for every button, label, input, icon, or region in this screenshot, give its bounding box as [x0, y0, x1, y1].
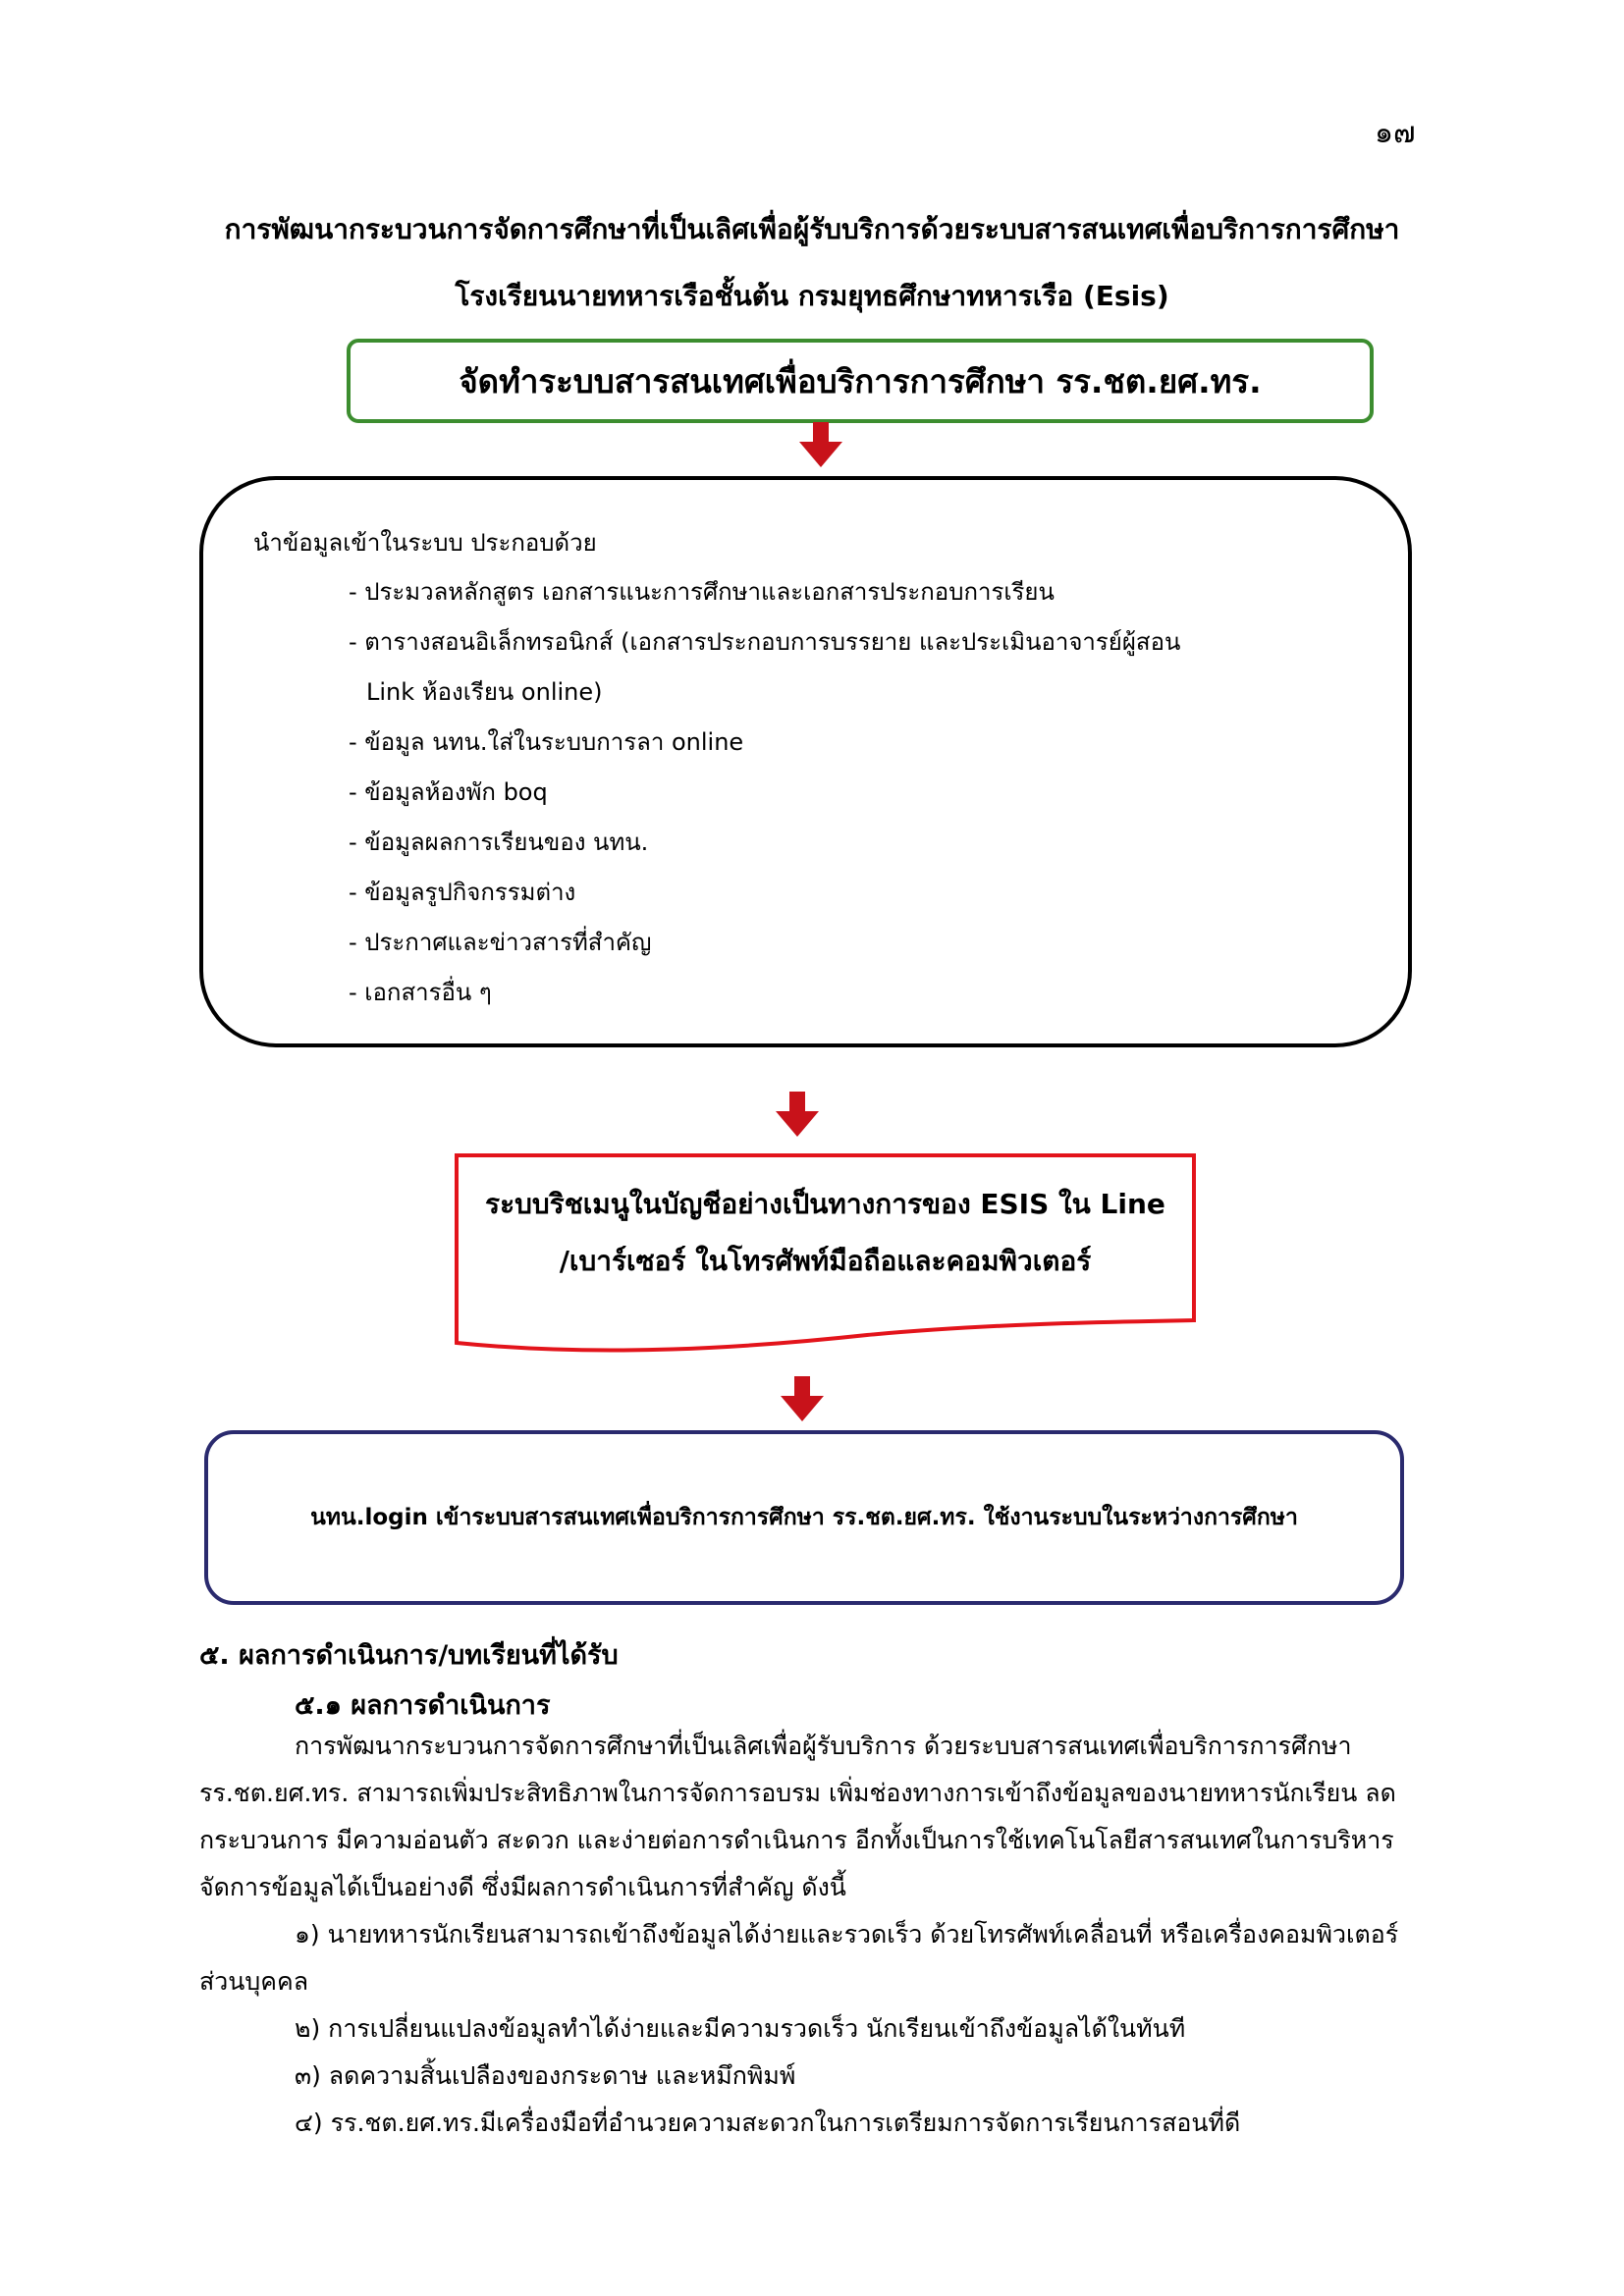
results-list: [199, 1911, 1438, 2147]
flow-step3-text: [455, 1176, 1196, 1290]
flow-step1-text: จัดทำระบบสารสนเทศเพื่อบริการการศึกษา รร.ชต.ยศ.ทร.: [459, 361, 1262, 400]
flow-step3-line2: /เบาร์เซอร์ ในโทรศัพท์มือถือและคอมพิวเตอร์: [559, 1245, 1092, 1277]
section-heading: ๕. ผลการดำเนินการ/บทเรียนที่ได้รับ: [199, 1640, 619, 1671]
list-item: ๒) การเปลี่ยนแปลงข้อมูลทำได้ง่ายและมีความรวดเร็ว นักเรียนเข้าถึงข้อมูลได้ในทันที: [295, 2014, 1186, 2043]
flow-step4-box: [204, 1430, 1404, 1605]
subsection-heading: ๕.๑ ผลการดำเนินการ: [295, 1690, 551, 1721]
list-item: - ตารางสอนอิเล็กทรอนิกส์ (เอกสารประกอบการบรรยาย และประเมินอาจารย์ผู้สอน: [349, 628, 1181, 656]
list-item: - ข้อมูลผลการเรียนของ นทน.: [349, 828, 649, 856]
list-item: - ข้อมูลห้องพัก boq: [349, 778, 548, 806]
document-title-line2: โรงเรียนนายทหารเรือชั้นต้น กรมยุทธศึกษาทหารเรือ (Esis): [455, 280, 1169, 312]
list-item: ๔) รร.ชต.ยศ.ทร.มีเครื่องมือที่อำนวยความสะดวกในการเตรียมการจัดการเรียนการสอนที่ดี: [295, 2109, 1241, 2137]
list-item: - ประกาศและข่าวสารที่สำคัญ: [349, 929, 652, 956]
list-item: - ข้อมูล นทน.ใส่ในระบบการลา online: [349, 728, 744, 756]
flow-step4-text: นทน.login เข้าระบบสารสนเทศเพื่อบริการการศึกษา รร.ชต.ยศ.ทร. ใช้งานระบบในระหว่างการศึกษา: [310, 1505, 1298, 1530]
flow-step2-list: [349, 567, 1180, 1018]
page-number: ๑๗: [1375, 116, 1416, 150]
list-item: Link ห้องเรียน online): [366, 678, 603, 706]
down-arrow-icon: [781, 1376, 824, 1421]
document-title-line1: การพัฒนากระบวนการจัดการศึกษาที่เป็นเลิศเพื่อผู้รับบริการด้วยระบบสารสนเทศเพื่อบริการการศึกษา: [224, 213, 1400, 245]
list-item: ๓) ลดความสิ้นเปลืองของกระดาษ และหมึกพิมพ์: [295, 2061, 796, 2090]
section-paragraph: การพัฒนากระบวนการจัดการศึกษาที่เป็นเลิศเพื่อผู้รับบริการ ด้วยระบบสารสนเทศเพื่อบริการการศึกษา รร.ชต.ยศ.ทร. สามารถเพิ่มประสิทธิภาพในการจัดการอบรม เพิ่มช่องทางการเข้าถึงข้อมูลของนายทหารนักเรียน ลดกระบวนการ มีความอ่อนตัว สะดวก และง่ายต่อการดำเนินการ อีกทั้งเป็นการใช้เทคโนโลยีสารสนเทศในการบริหารจัดการข้อมูลได้เป็นอย่างดี ซึ่งมีผลการดำเนินการที่สำคัญ ดังนี้: [199, 1732, 1396, 1901]
flow-step3-wave-edge: [455, 1301, 1196, 1360]
list-item: ๑) นายทหารนักเรียนสามารถเข้าถึงข้อมูลได้ง่ายและรวดเร็ว ด้วยโทรศัพท์เคลื่อนที่ หรือเครื่องคอมพิวเตอร์ส่วนบุคคล: [199, 1920, 1399, 1996]
list-item: - ประมวลหลักสูตร เอกสารแนะการศึกษาและเอกสารประกอบการเรียน: [349, 578, 1055, 606]
flow-step1-box: [347, 339, 1374, 423]
list-item: - เอกสารอื่น ๆ: [349, 979, 492, 1006]
list-item: - ข้อมูลรูปกิจกรรมต่าง: [349, 879, 576, 906]
down-arrow-icon: [776, 1092, 819, 1137]
down-arrow-icon: [799, 422, 842, 467]
flow-step3-line1: ระบบริชเมนูในบัญชีอย่างเป็นทางการของ ESIS ใน Line: [485, 1188, 1165, 1220]
flow-step2-intro: นำข้อมูลเข้าในระบบ ประกอบด้วย: [253, 529, 597, 557]
